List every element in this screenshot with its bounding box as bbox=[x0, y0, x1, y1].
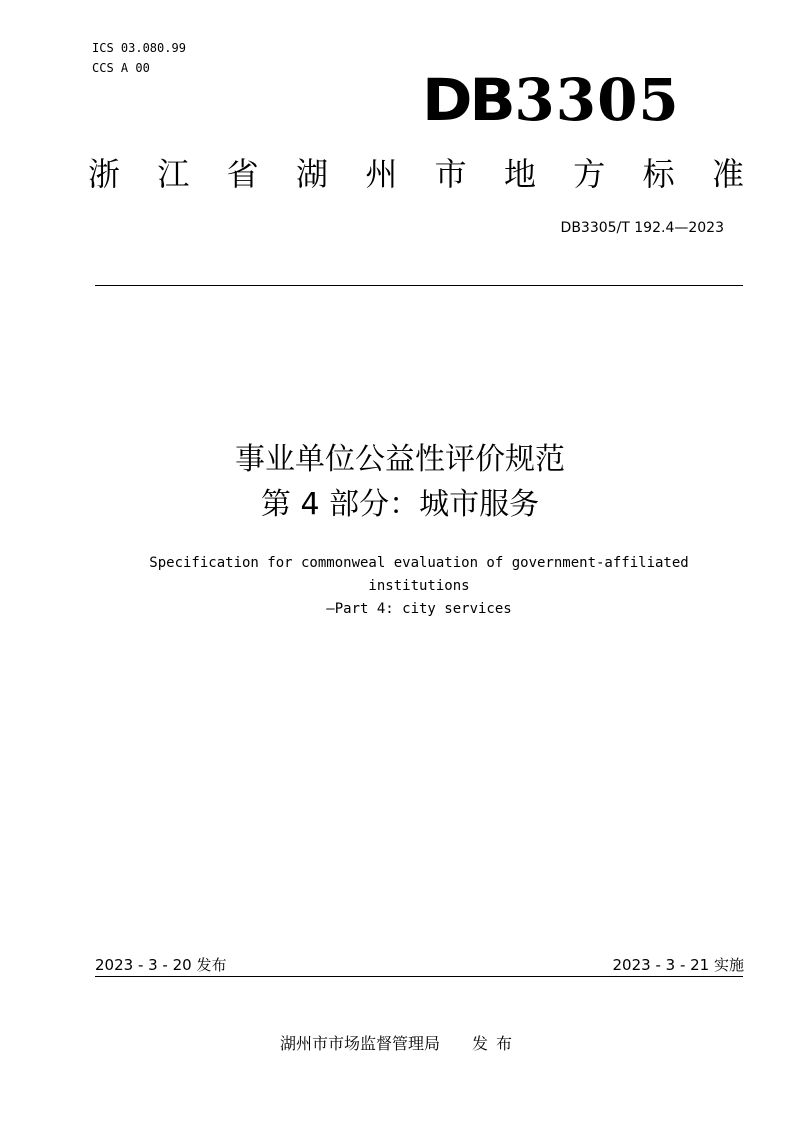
issuer-organization: 湖州市市场监督管理局 bbox=[279, 1034, 440, 1053]
standard-name bbox=[88, 152, 744, 196]
title-en-line2: institutions bbox=[368, 578, 470, 594]
title-cn-line2: 第 4 部分：城市服务 bbox=[260, 487, 540, 522]
standard-code: DB3305/T 192.4—2023 bbox=[560, 220, 724, 236]
standard-name-char: 江 bbox=[157, 155, 190, 193]
bottom-divider bbox=[95, 976, 743, 977]
title-en-line1: Specification for commonweal evaluation of government-affiliated bbox=[149, 555, 689, 571]
standard-name-char: 市 bbox=[434, 155, 467, 193]
standard-name-char: 省 bbox=[226, 155, 259, 193]
logo-number: 3305 bbox=[514, 66, 680, 134]
title-en bbox=[100, 552, 738, 621]
standard-name-char: 州 bbox=[365, 155, 398, 193]
publish-date: 2023 - 3 - 20 发布 bbox=[95, 956, 227, 974]
standard-name-char: 浙 bbox=[88, 155, 121, 193]
standard-name-char: 地 bbox=[503, 155, 536, 193]
implement-date: 2023 - 3 - 21 实施 bbox=[612, 956, 744, 974]
standard-name-char: 准 bbox=[711, 155, 744, 193]
top-divider bbox=[95, 285, 743, 286]
ics-code: ICS 03.080.99 bbox=[92, 41, 186, 55]
standard-name-char: 标 bbox=[642, 155, 675, 193]
title-cn-line1: 事业单位公益性评价规范 bbox=[235, 442, 565, 477]
ccs-code: CCS A 00 bbox=[92, 61, 150, 75]
standard-name-char: 方 bbox=[573, 155, 606, 193]
logo-prefix: DB bbox=[422, 66, 513, 134]
issuer-action: 发布 bbox=[472, 1034, 521, 1053]
db-logo bbox=[422, 66, 680, 134]
issuer bbox=[0, 1033, 800, 1055]
standard-name-char: 湖 bbox=[295, 155, 328, 193]
title-en-line3: —Part 4: city services bbox=[326, 601, 512, 617]
